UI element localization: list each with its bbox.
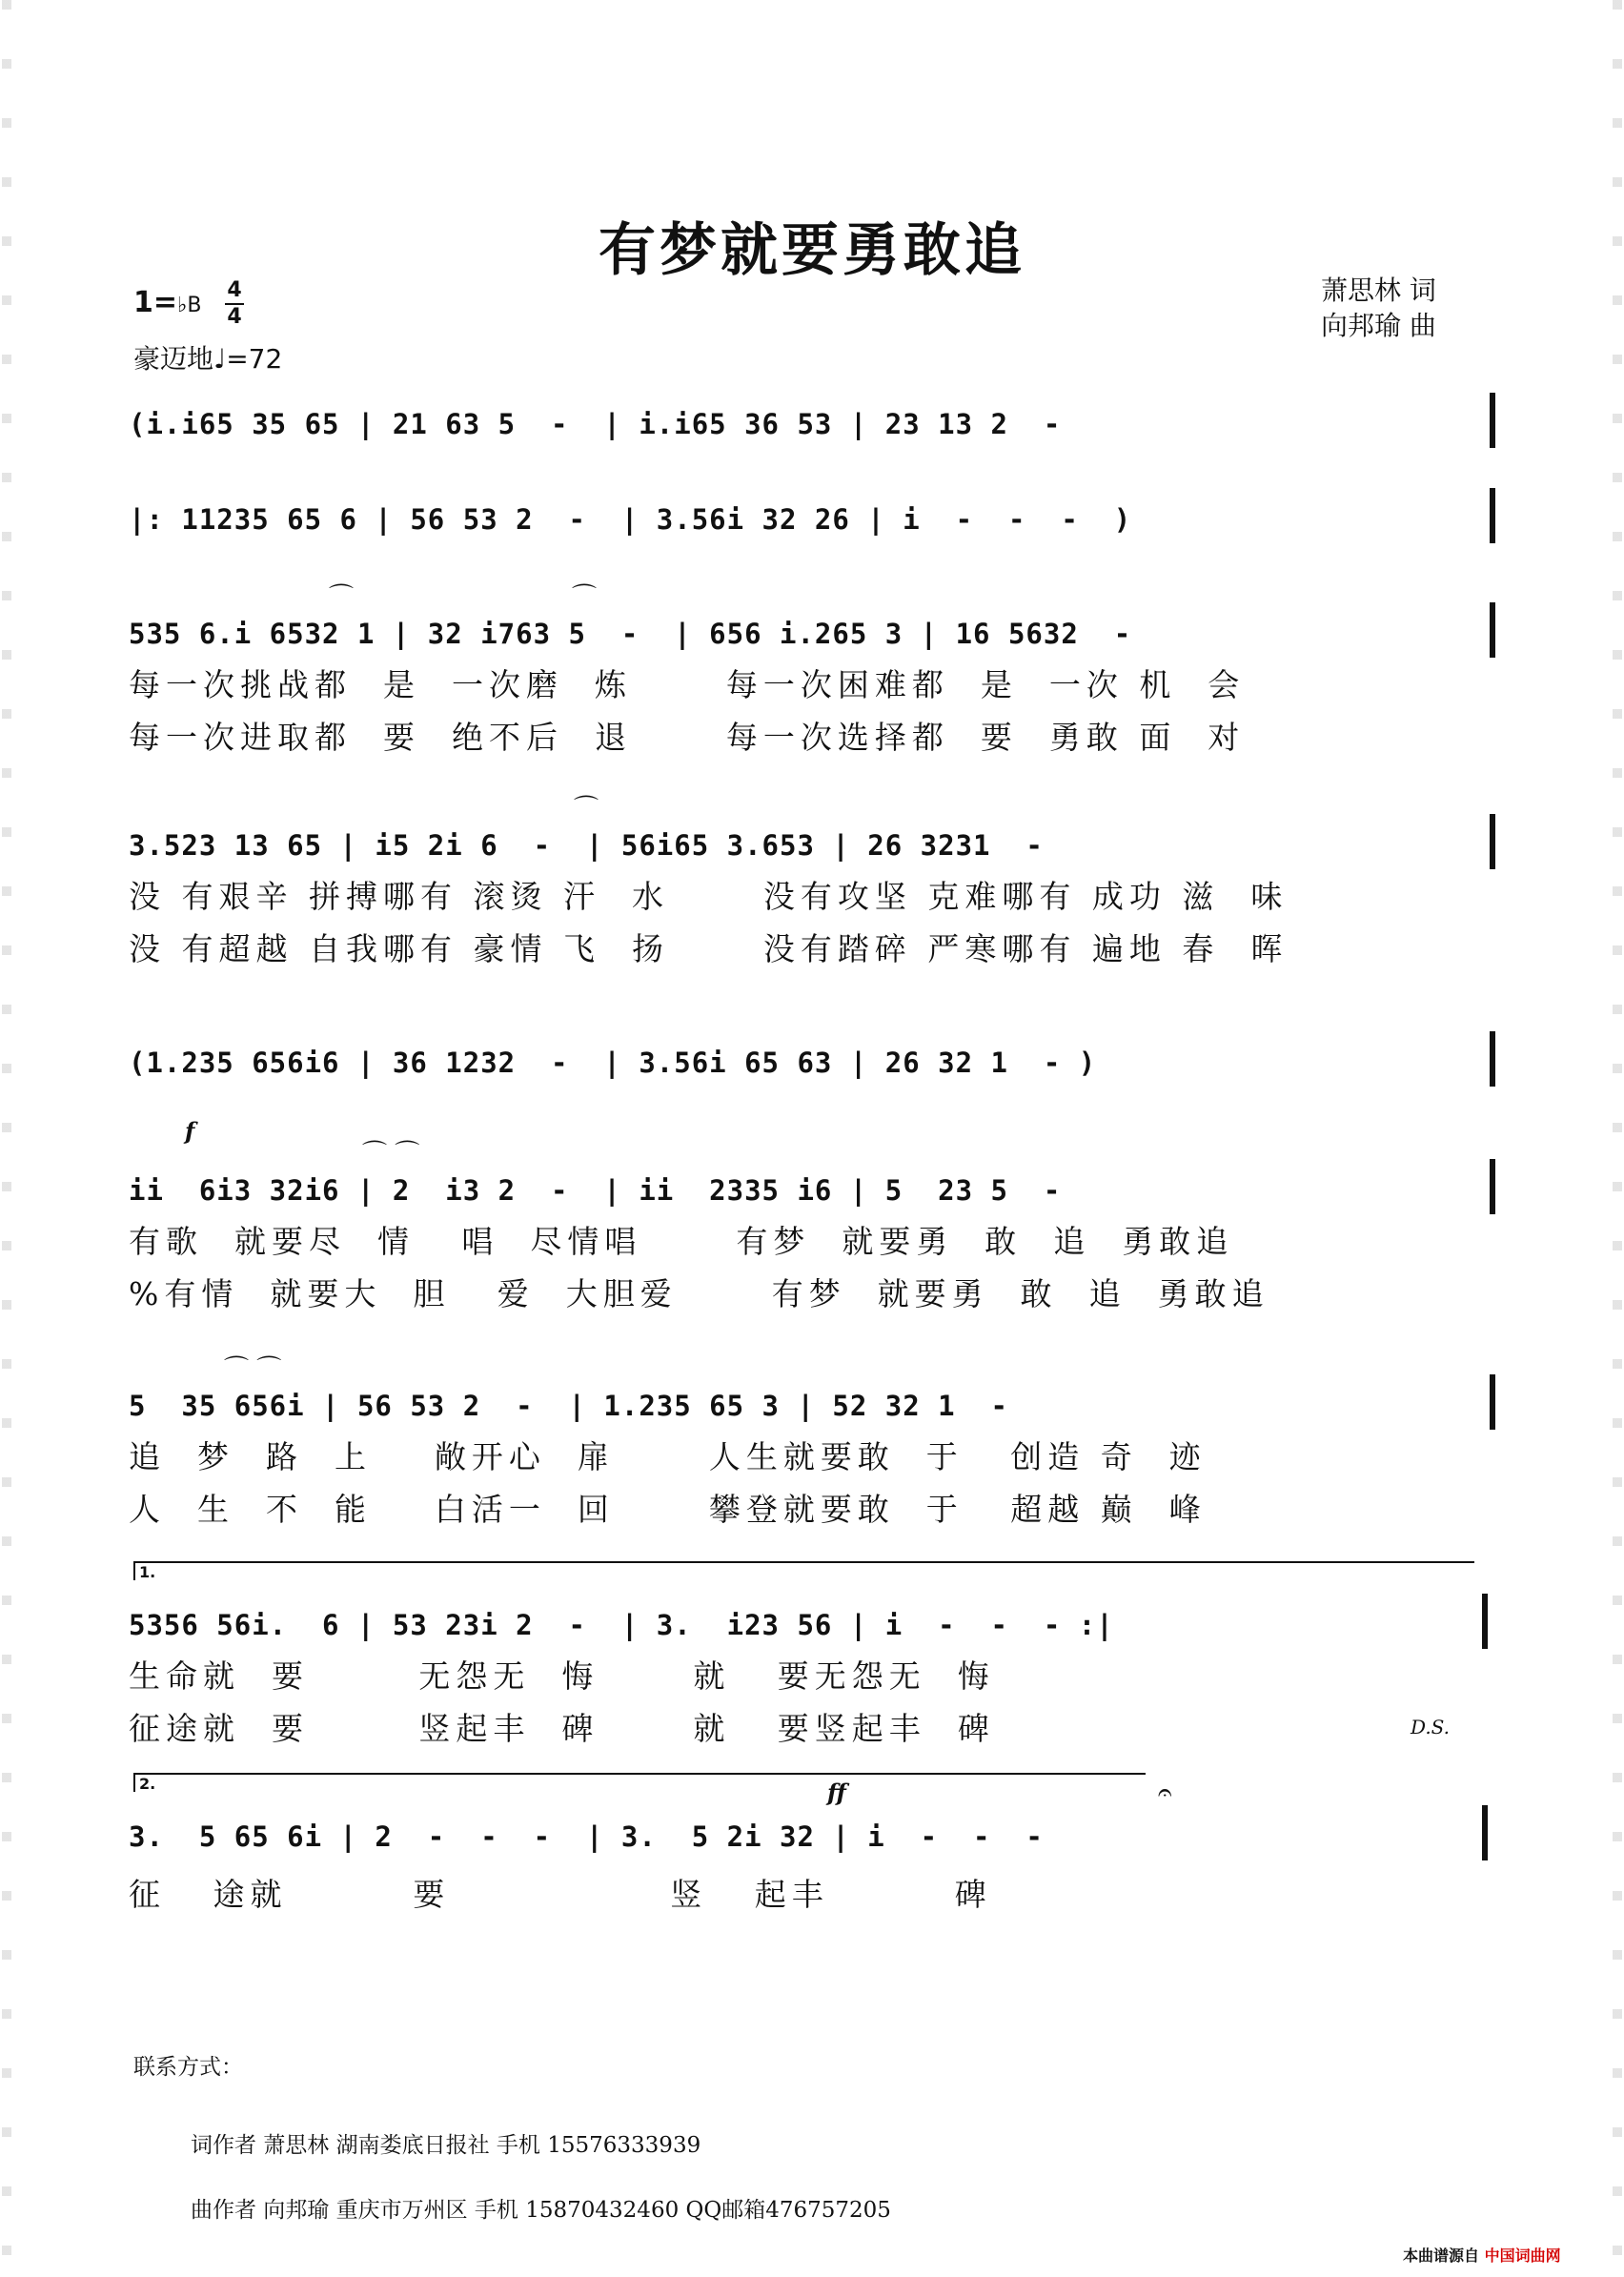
slur-mark: ⌒ ⌒ bbox=[362, 1140, 420, 1169]
final-barline bbox=[1482, 1805, 1488, 1860]
slur-mark: ⌒ bbox=[574, 795, 599, 823]
barline bbox=[1490, 488, 1495, 543]
meter-bottom: 4 bbox=[225, 303, 244, 330]
lyric-verse-1: 有歌 就要尽 情 唱 尽情唱 有梦 就要勇 敢 追 勇敢追 bbox=[129, 1223, 1234, 1260]
source-prefix: 本曲谱源自 bbox=[1403, 2247, 1480, 2265]
notation-line: ii 6i3 32i6 | 2 i3 2 - | ii 2335 i6 | 5 23 5 - bbox=[129, 1174, 1062, 1207]
dynamic-forte: f bbox=[185, 1117, 195, 1145]
notation-line: 3. 5 65 6i | 2 - - - | 3. 5 2i 32 | i - - - bbox=[129, 1820, 1044, 1853]
composer-credit: 向邦瑜 曲 bbox=[1321, 310, 1436, 341]
lyricist-credit: 萧思林 词 bbox=[1321, 274, 1436, 306]
second-ending-bracket bbox=[133, 1773, 1146, 1792]
slur-mark: ⌒ bbox=[329, 583, 355, 612]
first-ending-bracket bbox=[133, 1561, 1474, 1580]
lyric-verse-1: 没 有艰辛 拼搏哪有 滚烫 汗 水 没有攻坚 克难哪有 成功 滋 味 bbox=[129, 878, 1289, 915]
notation-line: |: 11235 65 6 | 56 53 2 - | 3.56i 32 26 | i - - - ) bbox=[129, 503, 1132, 536]
barline bbox=[1490, 602, 1495, 658]
lyric-verse-1: 生命就 要 无怨无 悔 就 要无怨无 悔 bbox=[129, 1657, 995, 1695]
tempo-marking: 豪迈地♩=72 bbox=[133, 343, 283, 375]
notation-line: 5 35 656i | 56 53 2 - | 1.235 65 3 | 52 32 1 - bbox=[129, 1390, 1008, 1422]
notation-line: 3.523 13 65 | i5 2i 6 - | 56i65 3.653 | 26 3231 - bbox=[129, 829, 1044, 862]
barline bbox=[1490, 393, 1495, 448]
source-site-link[interactable]: 中国词曲网 bbox=[1484, 2247, 1561, 2265]
volta-1-label: 1. bbox=[139, 1563, 156, 1581]
lyric-verse-1: 每一次挑战都 是 一次磨 炼 每一次困难都 是 一次 机 会 bbox=[129, 666, 1246, 703]
lyric-verse-2: 没 有超越 自我哪有 豪情 飞 扬 没有踏碎 严寒哪有 遍地 春 晖 bbox=[129, 930, 1289, 967]
time-signature bbox=[225, 278, 244, 330]
lyric-verse-2: 每一次进取都 要 绝不后 退 每一次选择都 要 勇敢 面 对 bbox=[129, 719, 1246, 756]
fermata-mark: 𝄐 bbox=[1158, 1779, 1172, 1807]
barline bbox=[1490, 814, 1495, 869]
lyric-verse-2: 人 生 不 能 白活一 回 攀登就要敢 于 超越 巅 峰 bbox=[129, 1491, 1207, 1528]
notation-line: (1.235 656i6 | 36 1232 - | 3.56i 65 63 | 26 32 1 - ) bbox=[129, 1047, 1097, 1079]
volta-2-label: 2. bbox=[139, 1775, 156, 1793]
key-flat: ♭B bbox=[177, 294, 202, 317]
contact-lyricist: 词作者 萧思林 湖南娄底日报社 手机 15576333939 bbox=[191, 2133, 701, 2158]
source-note bbox=[1403, 2244, 1561, 2266]
notation-line: (i.i65 35 65 | 21 63 5 - | i.i65 36 53 | 23 13 2 - bbox=[129, 408, 1062, 440]
slur-mark: ⌒ ⌒ bbox=[224, 1355, 282, 1384]
barline bbox=[1490, 1031, 1495, 1087]
notation-line: 5356 56i. 6 | 53 23i 2 - | 3. i23 56 | i - - - :| bbox=[129, 1609, 1114, 1641]
notation-line: 535 6.i 6532 1 | 32 i763 5 - | 656 i.265 3 | 16 5632 - bbox=[129, 618, 1132, 650]
song-title: 有梦就要勇敢追 bbox=[599, 217, 1025, 284]
slur-mark: ⌒ bbox=[572, 583, 598, 612]
contact-heading: 联系方式： bbox=[133, 2055, 243, 2080]
lyric-verse-1: 征 途就 要 竖 起丰 碑 bbox=[129, 1876, 992, 1913]
key-prefix: 1= bbox=[133, 286, 178, 319]
lyric-verse-2: 征途就 要 竖起丰 碑 就 要竖起丰 碑 bbox=[129, 1710, 995, 1747]
meter-top: 4 bbox=[227, 278, 242, 302]
key-signature bbox=[133, 286, 202, 319]
dal-segno-mark: D.S. bbox=[1411, 1716, 1451, 1738]
barline bbox=[1490, 1374, 1495, 1430]
repeat-barline bbox=[1482, 1594, 1488, 1649]
left-edge-watermark bbox=[2, 0, 11, 2277]
barline bbox=[1490, 1159, 1495, 1214]
lyric-verse-1: 追 梦 路 上 敞开心 扉 人生就要敢 于 创造 奇 迹 bbox=[129, 1438, 1207, 1475]
right-edge-watermark bbox=[1613, 0, 1622, 2277]
dynamic-fortissimo: ff bbox=[827, 1779, 846, 1806]
lyric-verse-2: %有情 就要大 胆 爱 大胆爱 有梦 就要勇 敢 追 勇敢追 bbox=[129, 1275, 1269, 1312]
contact-composer: 曲作者 向邦瑜 重庆市万州区 手机 15870432460 QQ邮箱476757205 bbox=[191, 2198, 891, 2223]
